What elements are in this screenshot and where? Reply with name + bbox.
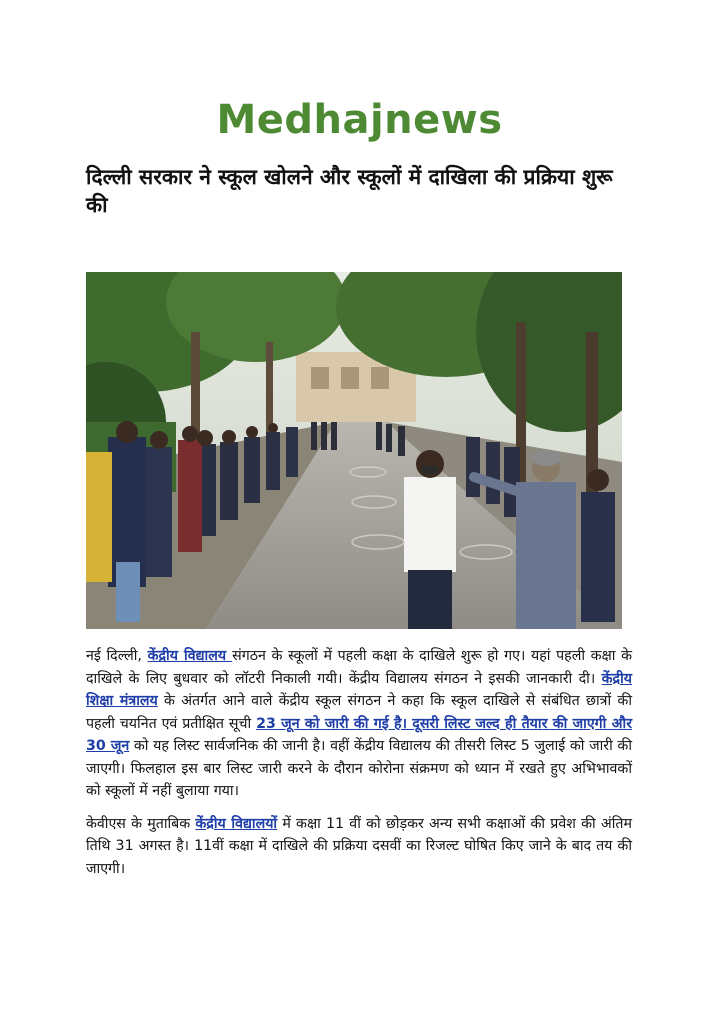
paragraph-2-text-2: में कक्षा 11 वीं को छोड़कर अन्य सभी कक्षाओं की प्रवेश की अंतिम तिथि 31 अगस्त है। 11वीं कक्षा में दाखिले की प्रक्रिया दसवीं का रिजल्ट घोषित किए जाने के बाद तय की जाएगी। bbox=[86, 815, 632, 877]
article-body bbox=[86, 645, 632, 890]
article-headline: दिल्ली सरकार ने स्कूल खोलने और स्कूलों में दाखिला की प्रक्रिया शुरू की bbox=[86, 165, 613, 217]
paragraph-1-text-1: नई दिल्ली, bbox=[86, 648, 148, 664]
article-photo bbox=[86, 272, 622, 629]
article-paragraph-2 bbox=[86, 813, 632, 881]
paragraph-1-text-3: के अंतर्गत आने वाले केंद्रीय स्कूल संगठन ने कहा कि स्कूल दाखिले से संबंधित छात्रों की पहली चयनित एवं प्रतीक्षित सूची bbox=[86, 693, 632, 732]
paragraph-1-text-2: संगठन के स्कूलों में पहली कक्षा के दाखिले शुरू हो गए। यहां पहली कक्षा के दाखिले के लिए बुधवार को लॉटरी निकाली गयी। केंद्रीय विद्यालय संगठन ने इसकी जानकारी दी। bbox=[86, 648, 632, 687]
link-kendriya-vidyalaya[interactable]: केंद्रीय विद्यालय bbox=[147, 648, 233, 664]
link-list-dates[interactable]: 23 जून को जारी की गई है। दूसरी लिस्ट जल्द ही तैयार की जाएगी और 30 जून bbox=[86, 715, 632, 754]
paragraph-2-text-1: केवीएस के मुताबिक bbox=[86, 815, 196, 832]
site-title: Medhajnews bbox=[216, 97, 503, 143]
link-shiksha-mantralaya[interactable]: केंद्रीय शिक्षा मंत्रालय bbox=[86, 670, 632, 709]
paragraph-1-text-4: को यह लिस्ट सार्वजनिक की जानी है। वहीं केंद्रीय विद्यालय की तीसरी लिस्ट 5 जुलाई को जारी की जाएगी। फिलहाल इस बार लिस्ट जारी करने के दौरान कोरोना संक्रमण को ध्यान में रखते हुए अभिभावकों को स्कूलों में नहीं बुलाया गया। bbox=[86, 738, 633, 799]
link-kendriya-vidyalayon[interactable]: केंद्रीय विद्यालयों bbox=[195, 815, 278, 832]
article-paragraph-1 bbox=[86, 645, 632, 803]
